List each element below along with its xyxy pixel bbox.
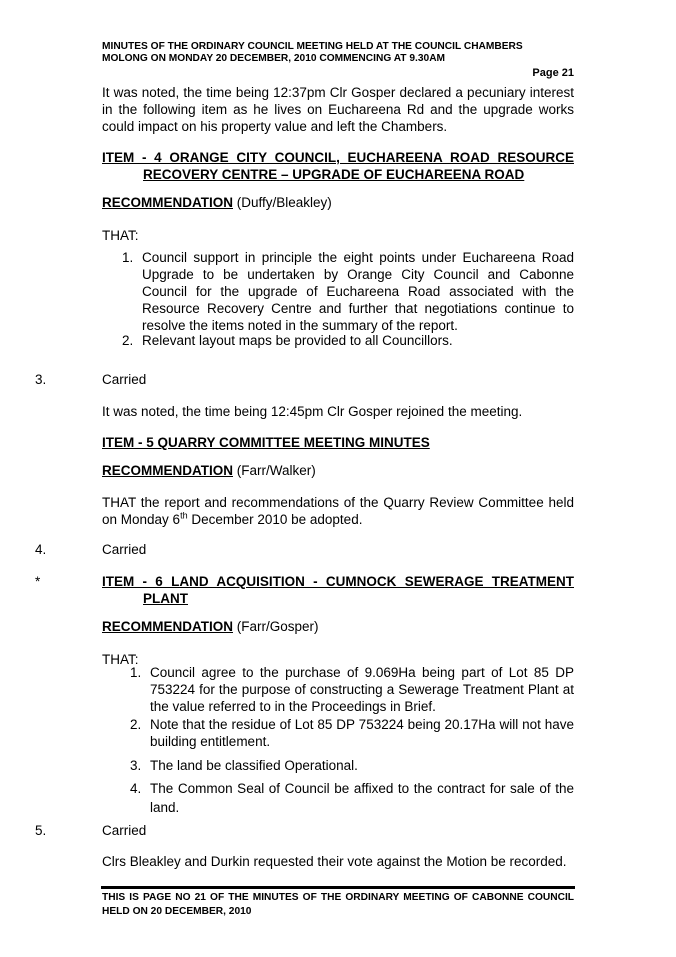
- item-6-heading: [102, 573, 574, 607]
- item-6-title-line-1: ITEM - 6 LAND ACQUISITION - CUMNOCK SEWERAGE TREATMENT: [102, 574, 574, 589]
- body-text-end: December 2010 be adopted.: [187, 512, 363, 527]
- item-4-title-line-1: ITEM - 4 ORANGE CITY COUNCIL, EUCHAREENA ROAD RESOURCE: [102, 150, 574, 165]
- recommendation-label: RECOMMENDATION: [102, 619, 233, 634]
- item-5-recommendation: [102, 462, 316, 479]
- ordinal-suffix: th: [180, 510, 188, 521]
- point-number: 1.: [122, 250, 134, 265]
- item-4-recommendation: [102, 194, 332, 211]
- body-text: THAT the report and recommendations of the Quarry Review Committee held on Monday 6: [102, 495, 574, 527]
- item-6-title-line-2: PLANT: [143, 591, 188, 606]
- item-4-heading: [102, 149, 574, 183]
- movers: (Duffy/Bleakley): [233, 195, 332, 210]
- point-text: Council support in principle the eight points under Euchareena Road Upgrade to be undertaken by Orange City Council and Cabonne Council for the upgrade of Euchareena Road associated with the Resource Recovery Centre and further that negotiations continue to resolve the items noted in the summary of the report.: [142, 250, 574, 333]
- point-text: The land be classified Operational.: [150, 758, 358, 773]
- item-6-point-4: [130, 779, 574, 817]
- point-number: 1.: [130, 665, 142, 680]
- recommendation-label: RECOMMENDATION: [102, 195, 233, 210]
- point-text: Note that the residue of Lot 85 DP 753224 being 20.17Ha will not have building entitlement.: [150, 717, 574, 749]
- intro-paragraph: It was noted, the time being 12:37pm Clr Gosper declared a pecuniary interest in the following item as he lives on Euchareena Rd and the upgrade works could impact on his property value and left the Chambers.: [102, 85, 574, 134]
- item-6-that: THAT:: [102, 652, 139, 667]
- item-6-point-1: [130, 664, 574, 715]
- item-6-point-3: [130, 757, 574, 774]
- item-5-heading: ITEM - 5 QUARRY COMMITTEE MEETING MINUTES: [102, 435, 430, 450]
- recommendation-label: RECOMMENDATION: [102, 463, 233, 478]
- header-line-2: MOLONG ON MONDAY 20 DECEMBER, 2010 COMMENCING AT 9.30AM: [102, 53, 446, 64]
- footer-text: THIS IS PAGE NO 21 OF THE MINUTES OF THE ORDINARY MEETING OF CABONNE COUNCIL HELD ON 20 DECEMBER, 2010: [102, 892, 574, 917]
- movers: (Farr/Gosper): [233, 619, 319, 634]
- item-4-point-2: [122, 332, 574, 349]
- item-4-point-1: [122, 249, 574, 334]
- item-5-body: [102, 494, 574, 528]
- resolution-number-4: 4.: [35, 542, 47, 557]
- resolution-number-3: 3.: [35, 372, 47, 387]
- item-6-point-2: [130, 716, 574, 750]
- point-number: 4.: [130, 781, 142, 796]
- item-5-result: Carried: [102, 542, 147, 557]
- header-line-1: MINUTES OF THE ORDINARY COUNCIL MEETING HELD AT THE COUNCIL CHAMBERS: [102, 41, 523, 52]
- resolution-number-5: 5.: [35, 823, 47, 838]
- item-6-recommendation: [102, 618, 319, 635]
- item-4-note: It was noted, the time being 12:45pm Clr Gosper rejoined the meeting.: [102, 404, 523, 419]
- item-6-note: Clrs Bleakley and Durkin requested their vote against the Motion be recorded.: [102, 854, 567, 869]
- point-number: 2.: [130, 717, 142, 732]
- movers: (Farr/Walker): [233, 463, 316, 478]
- page-number: Page 21: [532, 67, 574, 79]
- point-text: Relevant layout maps be provided to all Councillors.: [142, 333, 453, 348]
- point-number: 2.: [122, 333, 134, 348]
- confidential-marker: *: [35, 574, 41, 589]
- item-4-title-line-2: RECOVERY CENTRE – UPGRADE OF EUCHAREENA ROAD: [143, 167, 525, 182]
- point-text: The Common Seal of Council be affixed to the contract for sale of the land.: [150, 781, 574, 815]
- item-4-result: Carried: [102, 372, 147, 387]
- point-text: Council agree to the purchase of 9.069Ha being part of Lot 85 DP 753224 for the purpose of constructing a Sewerage Treatment Plant at the value referred to in the Proceedings in Brief.: [150, 665, 574, 714]
- item-6-result: Carried: [102, 823, 147, 838]
- footer-rule: [101, 886, 575, 889]
- item-4-that: THAT:: [102, 228, 139, 243]
- point-number: 3.: [130, 758, 142, 773]
